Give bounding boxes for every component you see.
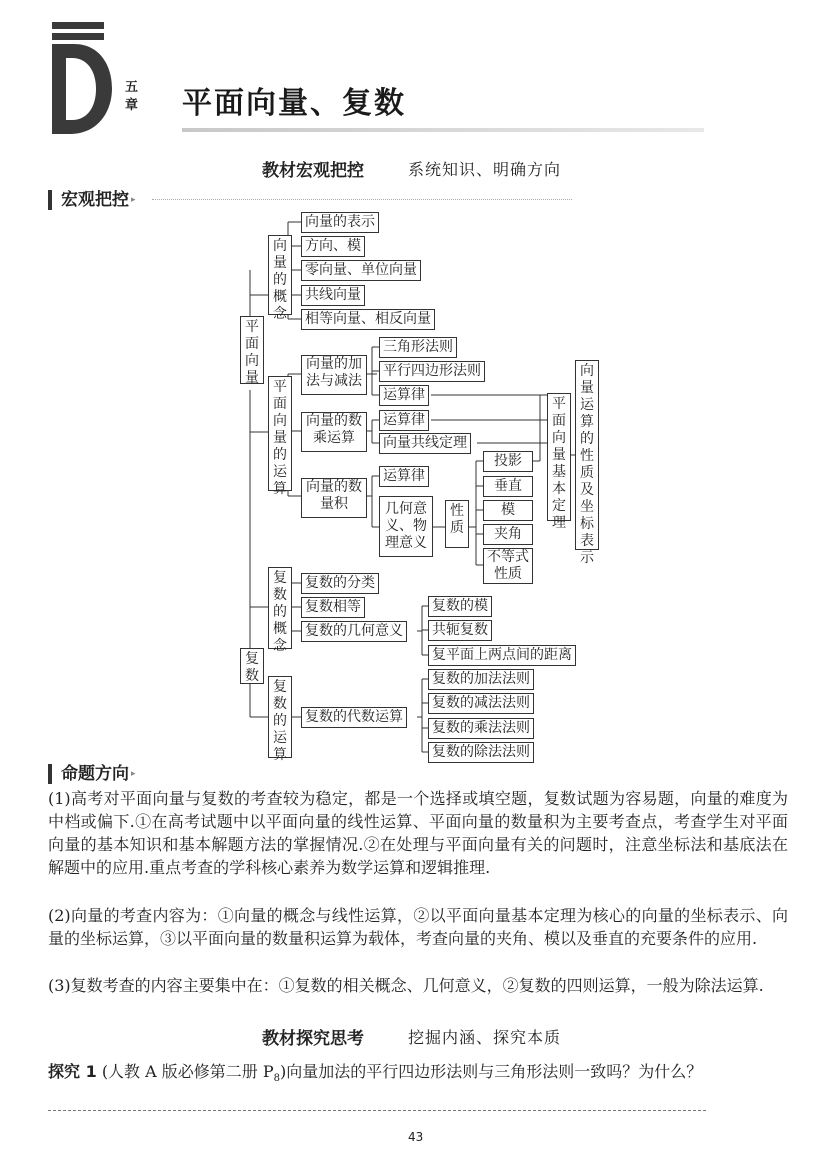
node-complex-classification: 复数的分类 [301,573,379,594]
node-perpendicular: 垂直 [483,476,533,497]
node-complex-concept: 复数的概念 [268,567,292,649]
chapter-number: 五 [125,80,139,95]
node-addition-laws: 运算律 [379,385,429,406]
node-parallelogram-rule: 平行四边形法则 [379,361,485,382]
explore-question-text: 向量加法的平行四边形法则与三角形法则一致吗？为什么？ [286,1062,703,1081]
node-magnitude: 模 [483,500,533,521]
node-properties: 性质 [445,500,469,548]
chapter-title: 平面向量、复数 [182,86,406,121]
label-macro: 宏观把控 ▸ [48,190,136,210]
node-scalar-laws: 运算律 [379,410,429,431]
node-direction-magnitude: 方向、模 [301,236,365,257]
explore-question [48,1059,702,1084]
node-complex-equality: 复数相等 [301,597,365,618]
node-complex-modulus: 复数的模 [428,596,492,617]
node-addition-subtraction: 向量的加法与减法 [301,355,367,395]
node-complex-division: 复数的除法法则 [428,742,534,763]
node-basic-theorem: 平面向量基本定理 [547,393,571,521]
section-subtitle: 系统知识、明确方向 [408,160,562,179]
node-collinear-vector: 共线向量 [301,285,365,306]
node-complex-operations: 复数的运算 [268,676,292,758]
node-complex-geometric-meaning: 复数的几何意义 [301,621,407,642]
node-coordinate-representation: 向量运算的性质及坐标表示 [575,360,599,550]
section2-title: 教材探究思考 [262,1029,364,1049]
node-conjugate-complex: 共轭复数 [428,620,492,641]
section2-subtitle: 挖掘内涵、探究本质 [408,1028,562,1047]
node-geometric-physical-meaning: 几何意义、物理意义 [379,496,433,557]
paragraph-3: (3)复数考查的内容主要集中在：①复数的相关概念、几何意义，②复数的四则运算，一般为除法运算. [48,976,764,995]
paragraph-1: (1)高考对平面向量与复数的考查较为稳定，都是一个选择或填空题，复数试题为容易题，向量的难度为中档或偏下.①在高考试题中以平面向量的线性运算、平面向量的数量积为主要考查点，考查学生对平面向量的基本知识和基本解题方法的掌握情况.②在处理与平面向量有关的问题时，注意坐标法和基底法在解题中的应用.重点考查的学科核心素养为数学运算和逻辑推理. [48,789,788,877]
section-title: 教材宏观把控 [262,161,364,181]
explore-source-page: 8 [273,1073,281,1085]
node-projection: 投影 [483,451,533,472]
node-scalar-multiplication: 向量的数乘运算 [301,412,367,452]
node-triangle-rule: 三角形法则 [379,337,457,358]
explore-source-end: ) [280,1062,287,1081]
node-collinear-theorem: 向量共线定理 [379,433,471,454]
chapter-word: 章 [125,98,139,113]
paragraph-2: (2)向量的考查内容为：①向量的概念与线性运算，②以平面向量基本定理为核心的向量的坐标表示、向量的坐标运算，③以平面向量的数量积运算为载体，考查向量的夹角、模以及垂直的充要条件的应用. [48,906,788,948]
explore-source: (人教 A 版必修第二册 P [101,1062,274,1081]
node-dot-product: 向量的数量积 [301,478,367,518]
node-zero-unit-vector: 零向量、单位向量 [301,260,421,281]
node-plane-vector: 平面向量 [240,316,264,384]
node-angle: 夹角 [483,524,533,545]
explore-label: 探究 1 [48,1062,97,1081]
node-inequality-property: 不等式性质 [483,548,533,584]
page-number: 43 [408,1130,424,1144]
node-complex: 复数 [240,648,264,684]
label-direction: 命题方向 ▸ [48,764,136,784]
node-dot-laws: 运算律 [379,466,429,487]
node-algebraic-operations: 复数的代数运算 [301,707,407,728]
node-equal-opposite-vector: 相等向量、相反向量 [301,309,435,330]
node-complex-multiplication: 复数的乘法法则 [428,718,534,739]
node-vector-concept: 向量的概念 [268,235,292,315]
answer-dashed-line [48,1110,706,1111]
node-complex-addition: 复数的加法法则 [428,669,534,690]
node-vector-representation: 向量的表示 [301,212,379,233]
node-vector-operations: 平面向量的运算 [268,376,292,491]
node-complex-distance: 复平面上两点间的距离 [428,645,576,666]
node-complex-subtraction: 复数的减法法则 [428,693,534,714]
